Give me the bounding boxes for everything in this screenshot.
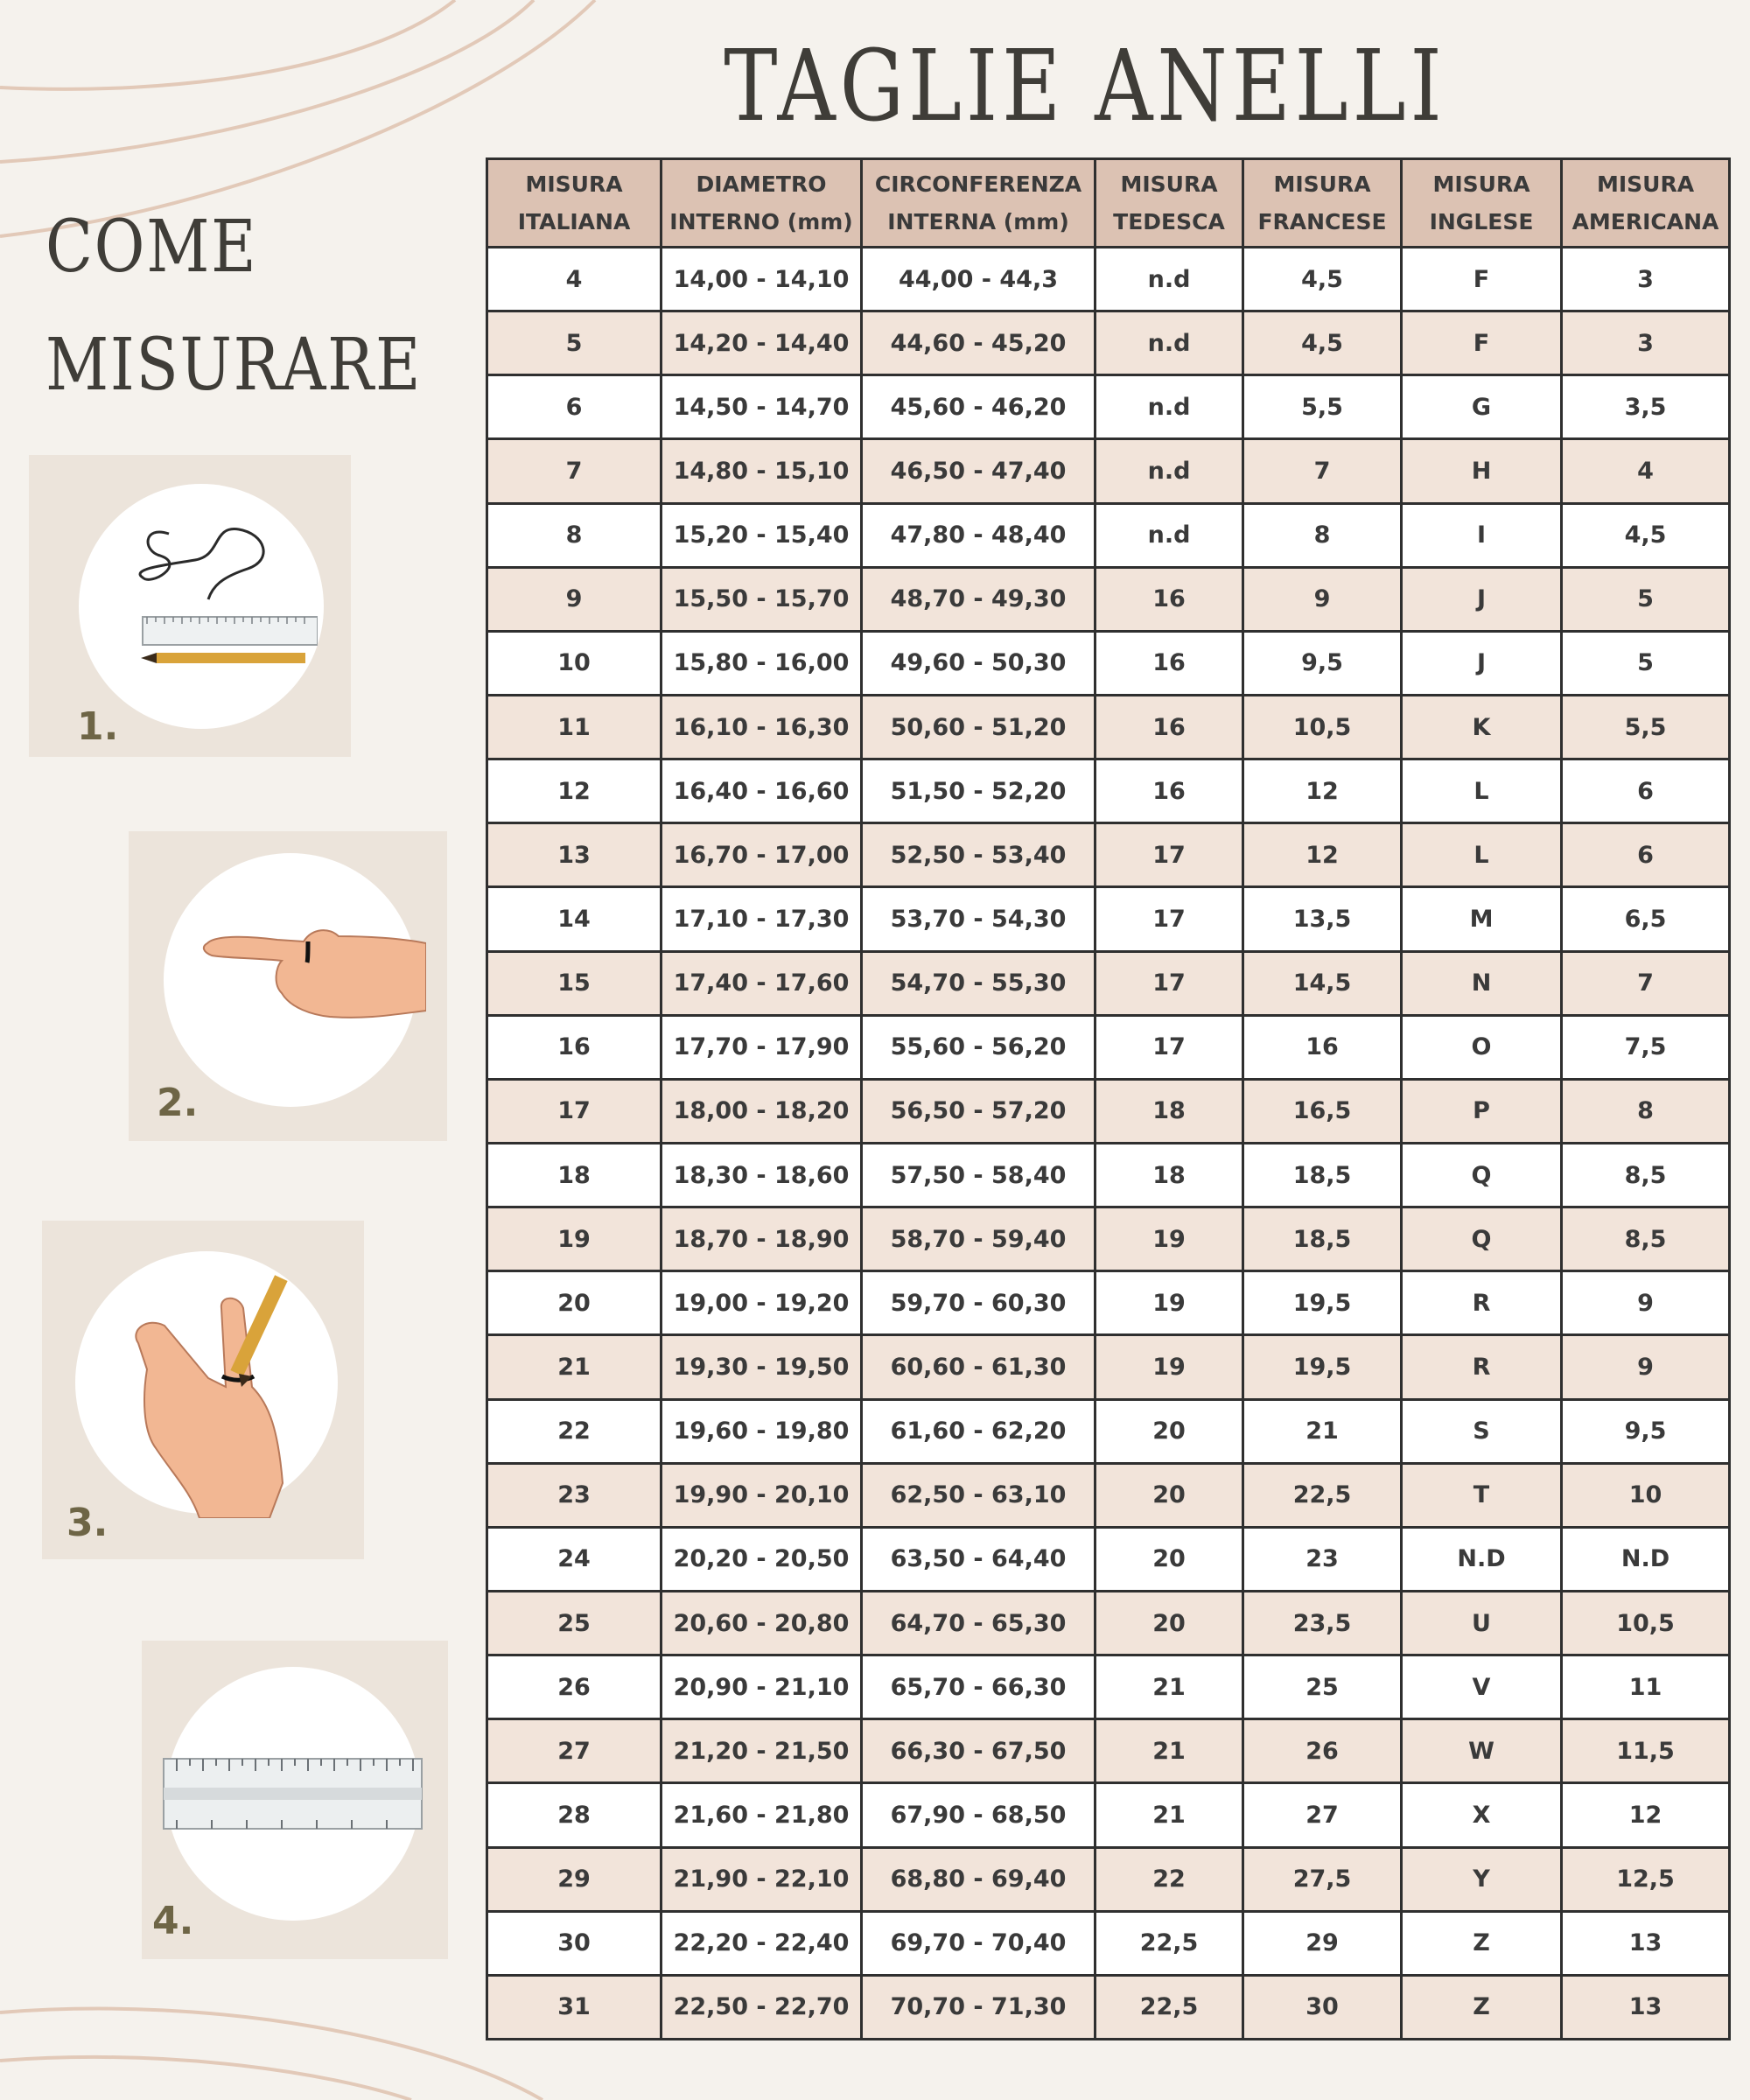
how-to-title-line2: MISURARE (46, 324, 423, 407)
cell-misura-americana: 4,5 (1562, 503, 1730, 567)
cell-misura-italiana: 31 (487, 1975, 662, 2039)
header-misura-francese (1243, 159, 1402, 248)
cell-misura-francese: 23,5 (1243, 1591, 1402, 1655)
table-row (487, 1527, 1730, 1591)
cell-diametro: 14,80 - 15,10 (662, 439, 862, 503)
cell-diametro: 18,00 - 18,20 (662, 1079, 862, 1143)
cell-misura-inglese: P (1402, 1079, 1562, 1143)
header-line: INTERNA (mm) (887, 209, 1069, 234)
table-row (487, 1847, 1730, 1911)
step-number: 3. (66, 1501, 108, 1545)
header-line: INGLESE (1429, 209, 1534, 234)
string-around-finger-icon (199, 910, 426, 1032)
cell-misura-americana: 6 (1562, 823, 1730, 887)
cell-diametro: 15,80 - 16,00 (662, 631, 862, 695)
cell-misura-tedesca: 22,5 (1096, 1911, 1243, 1975)
cell-misura-francese: 13,5 (1243, 887, 1402, 951)
table-row (487, 760, 1730, 823)
cell-misura-francese: 21 (1243, 1399, 1402, 1463)
header-line: TEDESCA (1113, 209, 1225, 234)
cell-misura-americana: 7 (1562, 951, 1730, 1015)
header-misura-inglese (1402, 159, 1562, 248)
cell-misura-tedesca: 18 (1096, 1079, 1243, 1143)
cell-misura-italiana: 29 (487, 1847, 662, 1911)
cell-misura-francese: 18,5 (1243, 1208, 1402, 1271)
cell-circonferenza: 66,30 - 67,50 (862, 1719, 1096, 1783)
cell-misura-americana: 9,5 (1562, 1399, 1730, 1463)
cell-circonferenza: 50,60 - 51,20 (862, 695, 1096, 759)
page-title: TAGLIE ANELLI (724, 30, 1446, 144)
header-line: MISURA (1273, 172, 1371, 197)
cell-diametro: 15,20 - 15,40 (662, 503, 862, 567)
header-line: DIAMETRO (696, 172, 827, 197)
table-row (487, 312, 1730, 375)
cell-misura-francese: 27,5 (1243, 1847, 1402, 1911)
step-number: 2. (157, 1081, 199, 1125)
cell-misura-italiana: 8 (487, 503, 662, 567)
cell-diametro: 22,20 - 22,40 (662, 1911, 862, 1975)
cell-circonferenza: 52,50 - 53,40 (862, 823, 1096, 887)
cell-misura-tedesca: 19 (1096, 1208, 1243, 1271)
step-number: 4. (152, 1899, 194, 1943)
header-misura-americana (1562, 159, 1730, 248)
table-row (487, 1079, 1730, 1143)
cell-misura-tedesca: 16 (1096, 567, 1243, 631)
cell-misura-americana: 8 (1562, 1079, 1730, 1143)
cell-diametro: 15,50 - 15,70 (662, 567, 862, 631)
cell-misura-americana: 3 (1562, 312, 1730, 375)
cell-misura-italiana: 22 (487, 1399, 662, 1463)
cell-circonferenza: 59,70 - 60,30 (862, 1271, 1096, 1335)
cell-misura-italiana: 27 (487, 1719, 662, 1783)
cell-diametro: 18,70 - 18,90 (662, 1208, 862, 1271)
cell-misura-americana: 11,5 (1562, 1719, 1730, 1783)
cell-circonferenza: 44,00 - 44,3 (862, 248, 1096, 312)
cell-misura-italiana: 21 (487, 1335, 662, 1399)
how-to-measure-title (46, 188, 423, 424)
cell-misura-tedesca: 17 (1096, 823, 1243, 887)
cell-misura-tedesca: 17 (1096, 887, 1243, 951)
cell-misura-tedesca: n.d (1096, 503, 1243, 567)
cell-misura-inglese: X (1402, 1783, 1562, 1847)
header-line: FRANCESE (1257, 209, 1387, 234)
cell-misura-tedesca: 20 (1096, 1399, 1243, 1463)
step-card-1 (29, 455, 351, 757)
cell-diametro: 21,60 - 21,80 (662, 1783, 862, 1847)
header-line: MISURA (1432, 172, 1530, 197)
cell-misura-italiana: 20 (487, 1271, 662, 1335)
string-ruler-pencil-icon (108, 516, 318, 691)
cell-misura-francese: 4,5 (1243, 312, 1402, 375)
cell-misura-francese: 12 (1243, 823, 1402, 887)
cell-misura-francese: 23 (1243, 1527, 1402, 1591)
cell-diametro: 14,50 - 14,70 (662, 375, 862, 439)
cell-circonferenza: 67,90 - 68,50 (862, 1783, 1096, 1847)
cell-misura-inglese: N (1402, 951, 1562, 1015)
cell-diametro: 20,20 - 20,50 (662, 1527, 862, 1591)
cell-misura-americana: 5,5 (1562, 695, 1730, 759)
table-row (487, 248, 1730, 312)
table-header-row (487, 159, 1730, 248)
cell-misura-tedesca: n.d (1096, 375, 1243, 439)
cell-misura-americana: 13 (1562, 1975, 1730, 2039)
cell-misura-tedesca: 19 (1096, 1271, 1243, 1335)
cell-misura-tedesca: 17 (1096, 951, 1243, 1015)
header-line: ITALIANA (517, 209, 631, 234)
cell-misura-francese: 25 (1243, 1656, 1402, 1719)
cell-misura-inglese: O (1402, 1015, 1562, 1079)
cell-misura-italiana: 17 (487, 1079, 662, 1143)
cell-misura-americana: 7,5 (1562, 1015, 1730, 1079)
cell-misura-inglese: M (1402, 887, 1562, 951)
cell-misura-inglese: F (1402, 248, 1562, 312)
cell-circonferenza: 70,70 - 71,30 (862, 1975, 1096, 2039)
table-body (487, 248, 1730, 2040)
cell-diametro: 21,90 - 22,10 (662, 1847, 862, 1911)
cell-misura-americana: 11 (1562, 1656, 1730, 1719)
cell-diametro: 16,10 - 16,30 (662, 695, 862, 759)
cell-misura-americana: 3 (1562, 248, 1730, 312)
cell-misura-italiana: 18 (487, 1143, 662, 1207)
cell-misura-francese: 16 (1243, 1015, 1402, 1079)
cell-misura-tedesca: 22 (1096, 1847, 1243, 1911)
step-card-3 (42, 1221, 364, 1559)
cell-misura-tedesca: 19 (1096, 1335, 1243, 1399)
cell-misura-inglese: K (1402, 695, 1562, 759)
header-line: INTERNO (mm) (669, 209, 853, 234)
cell-misura-americana: 9 (1562, 1271, 1730, 1335)
cell-misura-italiana: 30 (487, 1911, 662, 1975)
cell-misura-inglese: S (1402, 1399, 1562, 1463)
cell-misura-francese: 16,5 (1243, 1079, 1402, 1143)
table-row (487, 439, 1730, 503)
cell-misura-tedesca: n.d (1096, 439, 1243, 503)
cell-circonferenza: 55,60 - 56,20 (862, 1015, 1096, 1079)
cell-misura-francese: 26 (1243, 1719, 1402, 1783)
cell-circonferenza: 64,70 - 65,30 (862, 1591, 1096, 1655)
cell-misura-inglese: L (1402, 760, 1562, 823)
cell-misura-tedesca: 16 (1096, 631, 1243, 695)
table-row (487, 1271, 1730, 1335)
table-row (487, 1015, 1730, 1079)
header-line: MISURA (1596, 172, 1695, 197)
cell-misura-americana: 9 (1562, 1335, 1730, 1399)
header-line: AMERICANA (1572, 209, 1719, 234)
cell-misura-americana: 3,5 (1562, 375, 1730, 439)
cell-misura-tedesca: 18 (1096, 1143, 1243, 1207)
cell-misura-italiana: 11 (487, 695, 662, 759)
cell-circonferenza: 47,80 - 48,40 (862, 503, 1096, 567)
table-row (487, 1591, 1730, 1655)
cell-misura-americana: N.D (1562, 1527, 1730, 1591)
cell-circonferenza: 68,80 - 69,40 (862, 1847, 1096, 1911)
cell-misura-italiana: 26 (487, 1656, 662, 1719)
table-row (487, 887, 1730, 951)
cell-circonferenza: 61,60 - 62,20 (862, 1399, 1096, 1463)
cell-diametro: 16,70 - 17,00 (662, 823, 862, 887)
cell-circonferenza: 63,50 - 64,40 (862, 1527, 1096, 1591)
cell-misura-francese: 8 (1243, 503, 1402, 567)
cell-misura-francese: 9 (1243, 567, 1402, 631)
cell-misura-inglese: G (1402, 375, 1562, 439)
table-row (487, 1335, 1730, 1399)
table-row (487, 1783, 1730, 1847)
cell-misura-americana: 5 (1562, 567, 1730, 631)
cell-circonferenza: 62,50 - 63,10 (862, 1463, 1096, 1527)
cell-diametro: 19,60 - 19,80 (662, 1399, 862, 1463)
cell-misura-americana: 10 (1562, 1463, 1730, 1527)
cell-circonferenza: 60,60 - 61,30 (862, 1335, 1096, 1399)
header-circonferenza-interna (862, 159, 1096, 248)
cell-misura-italiana: 25 (487, 1591, 662, 1655)
cell-misura-francese: 7 (1243, 439, 1402, 503)
cell-circonferenza: 46,50 - 47,40 (862, 439, 1096, 503)
cell-circonferenza: 49,60 - 50,30 (862, 631, 1096, 695)
cell-misura-tedesca: 17 (1096, 1015, 1243, 1079)
header-line: CIRCONFERENZA (874, 172, 1082, 197)
cell-diametro: 16,40 - 16,60 (662, 760, 862, 823)
cell-misura-francese: 30 (1243, 1975, 1402, 2039)
cell-diametro: 17,10 - 17,30 (662, 887, 862, 951)
cell-misura-americana: 12,5 (1562, 1847, 1730, 1911)
cell-misura-francese: 19,5 (1243, 1271, 1402, 1335)
cell-misura-italiana: 28 (487, 1783, 662, 1847)
table-row (487, 695, 1730, 759)
table-row (487, 1208, 1730, 1271)
cell-circonferenza: 57,50 - 58,40 (862, 1143, 1096, 1207)
cell-misura-italiana: 24 (487, 1527, 662, 1591)
cell-circonferenza: 53,70 - 54,30 (862, 887, 1096, 951)
table-row (487, 1719, 1730, 1783)
cell-misura-inglese: H (1402, 439, 1562, 503)
cell-misura-inglese: L (1402, 823, 1562, 887)
cell-misura-americana: 8,5 (1562, 1208, 1730, 1271)
cell-circonferenza: 56,50 - 57,20 (862, 1079, 1096, 1143)
cell-diametro: 19,90 - 20,10 (662, 1463, 862, 1527)
cell-misura-francese: 27 (1243, 1783, 1402, 1847)
cell-misura-italiana: 12 (487, 760, 662, 823)
header-line: MISURA (525, 172, 623, 197)
cell-misura-francese: 12 (1243, 760, 1402, 823)
cell-misura-tedesca: 21 (1096, 1783, 1243, 1847)
table-row (487, 631, 1730, 695)
table-row (487, 1656, 1730, 1719)
cell-misura-tedesca: 16 (1096, 695, 1243, 759)
cell-misura-italiana: 15 (487, 951, 662, 1015)
table-row (487, 1911, 1730, 1975)
step-card-2 (129, 831, 447, 1141)
table-row (487, 1463, 1730, 1527)
cell-misura-italiana: 16 (487, 1015, 662, 1079)
cell-misura-francese: 9,5 (1243, 631, 1402, 695)
cell-misura-francese: 19,5 (1243, 1335, 1402, 1399)
cell-circonferenza: 51,50 - 52,20 (862, 760, 1096, 823)
cell-misura-tedesca: 20 (1096, 1591, 1243, 1655)
table-row (487, 567, 1730, 631)
table-row (487, 823, 1730, 887)
cell-misura-italiana: 7 (487, 439, 662, 503)
cell-misura-italiana: 23 (487, 1463, 662, 1527)
cell-circonferenza: 65,70 - 66,30 (862, 1656, 1096, 1719)
cell-misura-italiana: 5 (487, 312, 662, 375)
cell-circonferenza: 48,70 - 49,30 (862, 567, 1096, 631)
cell-misura-italiana: 19 (487, 1208, 662, 1271)
cell-circonferenza: 58,70 - 59,40 (862, 1208, 1096, 1271)
cell-diametro: 22,50 - 22,70 (662, 1975, 862, 2039)
cell-circonferenza: 69,70 - 70,40 (862, 1911, 1096, 1975)
cell-misura-inglese: J (1402, 567, 1562, 631)
cell-diametro: 18,30 - 18,60 (662, 1143, 862, 1207)
cell-misura-tedesca: n.d (1096, 248, 1243, 312)
ring-size-table (486, 158, 1731, 2040)
cell-misura-italiana: 9 (487, 567, 662, 631)
cell-misura-inglese: R (1402, 1335, 1562, 1399)
cell-misura-inglese: R (1402, 1271, 1562, 1335)
cell-misura-francese: 5,5 (1243, 375, 1402, 439)
cell-misura-francese: 18,5 (1243, 1143, 1402, 1207)
cell-misura-francese: 14,5 (1243, 951, 1402, 1015)
cell-misura-inglese: U (1402, 1591, 1562, 1655)
cell-misura-inglese: W (1402, 1719, 1562, 1783)
cell-diametro: 20,60 - 20,80 (662, 1591, 862, 1655)
how-to-title-line1: COME (46, 206, 258, 289)
cell-misura-italiana: 4 (487, 248, 662, 312)
cell-misura-tedesca: 22,5 (1096, 1975, 1243, 2039)
cell-misura-italiana: 14 (487, 887, 662, 951)
cell-misura-inglese: I (1402, 503, 1562, 567)
cell-misura-inglese: Z (1402, 1975, 1562, 2039)
header-misura-tedesca (1096, 159, 1243, 248)
cell-misura-americana: 4 (1562, 439, 1730, 503)
cell-misura-francese: 10,5 (1243, 695, 1402, 759)
cell-diametro: 19,00 - 19,20 (662, 1271, 862, 1335)
cell-misura-inglese: Q (1402, 1208, 1562, 1271)
cell-misura-francese: 22,5 (1243, 1463, 1402, 1527)
cell-misura-italiana: 13 (487, 823, 662, 887)
cell-misura-inglese: Q (1402, 1143, 1562, 1207)
table-row (487, 375, 1730, 439)
cell-diametro: 17,70 - 17,90 (662, 1015, 862, 1079)
cell-misura-inglese: V (1402, 1656, 1562, 1719)
cell-misura-americana: 5 (1562, 631, 1730, 695)
cell-misura-tedesca: 16 (1096, 760, 1243, 823)
header-line: MISURA (1120, 172, 1218, 197)
cell-diametro: 14,00 - 14,10 (662, 248, 862, 312)
cell-misura-inglese: T (1402, 1463, 1562, 1527)
cell-misura-francese: 4,5 (1243, 248, 1402, 312)
step-card-4 (142, 1641, 448, 1959)
cell-misura-americana: 8,5 (1562, 1143, 1730, 1207)
cell-misura-americana: 13 (1562, 1911, 1730, 1975)
step-number: 1. (77, 704, 119, 749)
cell-diametro: 19,30 - 19,50 (662, 1335, 862, 1399)
cell-circonferenza: 44,60 - 45,20 (862, 312, 1096, 375)
cell-misura-italiana: 10 (487, 631, 662, 695)
cell-circonferenza: 54,70 - 55,30 (862, 951, 1096, 1015)
cell-misura-tedesca: 21 (1096, 1719, 1243, 1783)
mark-string-with-pen-icon (94, 1256, 322, 1518)
table-row (487, 503, 1730, 567)
table-row (487, 1975, 1730, 2039)
header-diametro-interno (662, 159, 862, 248)
cell-misura-tedesca: 20 (1096, 1527, 1243, 1591)
header-misura-italiana (487, 159, 662, 248)
cell-misura-tedesca: n.d (1096, 312, 1243, 375)
table-row (487, 1399, 1730, 1463)
cell-diametro: 20,90 - 21,10 (662, 1656, 862, 1719)
cell-misura-inglese: Z (1402, 1911, 1562, 1975)
cell-misura-americana: 6,5 (1562, 887, 1730, 951)
table-row (487, 951, 1730, 1015)
cell-misura-americana: 10,5 (1562, 1591, 1730, 1655)
cell-misura-italiana: 6 (487, 375, 662, 439)
table-row (487, 1143, 1730, 1207)
cell-circonferenza: 45,60 - 46,20 (862, 375, 1096, 439)
cell-misura-americana: 6 (1562, 760, 1730, 823)
cell-misura-inglese: Y (1402, 1847, 1562, 1911)
cell-misura-inglese: J (1402, 631, 1562, 695)
cell-misura-inglese: N.D (1402, 1527, 1562, 1591)
cell-misura-tedesca: 21 (1096, 1656, 1243, 1719)
measure-on-ruler-icon (159, 1746, 430, 1842)
cell-misura-inglese: F (1402, 312, 1562, 375)
cell-misura-tedesca: 20 (1096, 1463, 1243, 1527)
cell-misura-americana: 12 (1562, 1783, 1730, 1847)
cell-diametro: 21,20 - 21,50 (662, 1719, 862, 1783)
cell-diametro: 14,20 - 14,40 (662, 312, 862, 375)
cell-misura-francese: 29 (1243, 1911, 1402, 1975)
cell-diametro: 17,40 - 17,60 (662, 951, 862, 1015)
